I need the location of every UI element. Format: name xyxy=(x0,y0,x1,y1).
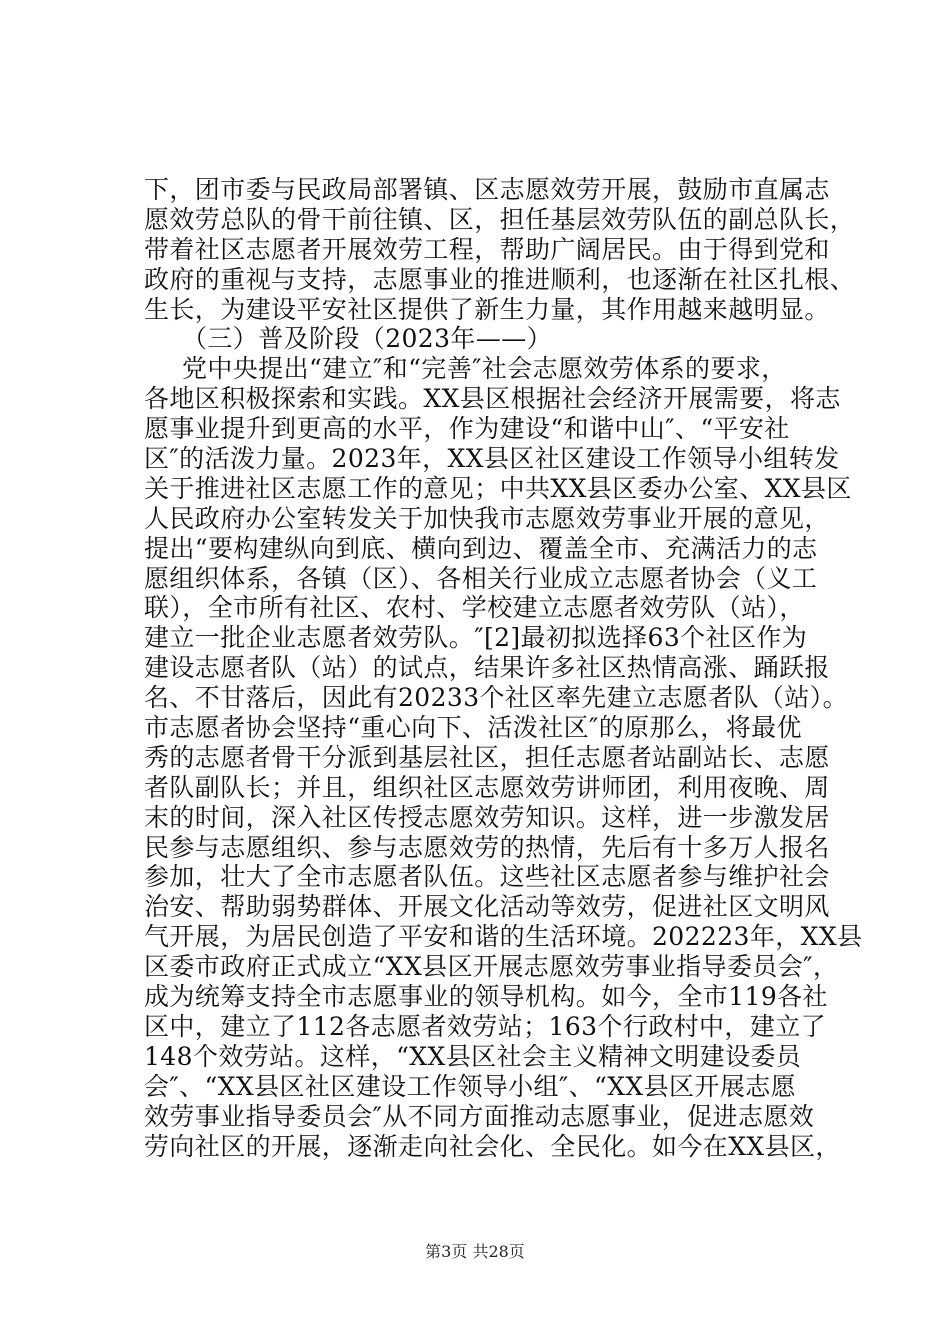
text-line-12: 人民政府办公室转发关于加快我市志愿效劳事业开展的意见， xyxy=(144,503,830,533)
text-line-8: 各地区积极探索和实践。XX县区根据社会经济开展需要，将志 xyxy=(144,384,841,414)
text-line-30: 148个效劳站。这样，“XX县区社会主义精神文明建设委员 xyxy=(144,1041,802,1071)
text-line-31: 会″、“XX县区社区建设工作领导小组″、“XX县区开展志愿 xyxy=(144,1071,797,1101)
text-line-22: 末的时间，深入社区传授志愿效劳知识。这样，进一步激发居 xyxy=(144,802,830,832)
document-body xyxy=(144,175,863,1161)
text-line-21: 者队副队长；并且，组织社区志愿效劳讲师团，利用夜晚、周 xyxy=(144,772,830,802)
text-line-4: 政府的重视与支持，志愿事业的推进顺利，也逐渐在社区扎根、 xyxy=(144,264,856,294)
text-line-7: 党中央提出“建立″和“完善″社会志愿效劳体系的要求， xyxy=(182,354,787,384)
section-heading: （三）普及阶段（2023年——） xyxy=(182,324,553,354)
text-line-10: 区″的活泼力量。2023年，XX县区社区建设工作领导小组转发 xyxy=(144,444,840,474)
text-line-27: 区委市政府正式成立“XX县区开展志愿效劳事业指导委员会″， xyxy=(144,952,839,982)
text-line-23: 民参与志愿组织、参与志愿效劳的热情，先后有十多万人报名 xyxy=(144,832,830,862)
text-line-2: 愿效劳总队的骨干前往镇、区，担任基层效劳队伍的副总队长， xyxy=(144,204,856,234)
text-line-28: 成为统筹支持全市志愿事业的领导机构。如今，全市119各社 xyxy=(144,982,828,1012)
text-line-25: 治安、帮助弱势群体、开展文化活动等效劳，促进社区文明风 xyxy=(144,892,830,922)
text-line-19: 市志愿者协会坚持“重心向下、活泼社区″的原那么，将最优 xyxy=(144,713,802,743)
text-line-17: 建设志愿者队（站）的试点，结果许多社区热情高涨、踊跃报 xyxy=(144,653,830,683)
text-line-13: 提出“要构建纵向到底、横向到边、覆盖全市、充满活力的志 xyxy=(144,533,818,563)
text-line-29: 区中，建立了112各志愿者效劳站；163个行政村中，建立了 xyxy=(144,1011,827,1041)
text-line-16: 建立一批企业志愿者效劳队。″[2]最初拟选择63个社区作为 xyxy=(144,623,808,653)
text-line-18: 名、不甘落后，因此有20233个社区率先建立志愿者队（站）。 xyxy=(144,683,849,713)
page-footer: 第3页 共28页 xyxy=(425,1242,525,1261)
text-line-14: 愿组织体系，各镇（区）、各相关行业成立志愿者协会（义工 xyxy=(144,563,818,593)
text-line-24: 参加，壮大了全市志愿者队伍。这些社区志愿者参与维护社会 xyxy=(144,862,830,892)
text-line-11: 关于推进社区志愿工作的意见；中共XX县区委办公室、XX县区 xyxy=(144,473,852,503)
text-line-3: 带着社区志愿者开展效劳工程，帮助广阔居民。由于得到党和 xyxy=(144,234,830,264)
text-line-26: 气开展，为居民创造了平安和谐的生活环境。202223年，XX县 xyxy=(144,922,863,952)
text-line-32: 效劳事业指导委员会″从不同方面推动志愿事业，促进志愿效 xyxy=(144,1101,815,1131)
text-line-1: 下，团市委与民政局部署镇、区志愿效劳开展，鼓励市直属志 xyxy=(144,175,830,204)
text-line-33: 劳向社区的开展，逐渐走向社会化、全民化。如今在XX县区， xyxy=(144,1131,841,1161)
text-line-9: 愿事业提升到更高的水平，作为建设“和谐中山″、“平安社 xyxy=(144,414,790,444)
text-line-20: 秀的志愿者骨干分派到基层社区，担任志愿者站副站长、志愿 xyxy=(144,742,830,772)
text-line-5: 生长，为建设平安社区提供了新生力量，其作用越来越明显。 xyxy=(144,294,830,324)
text-line-15: 联），全市所有社区、农村、学校建立志愿者效劳队（站）， xyxy=(144,593,805,623)
